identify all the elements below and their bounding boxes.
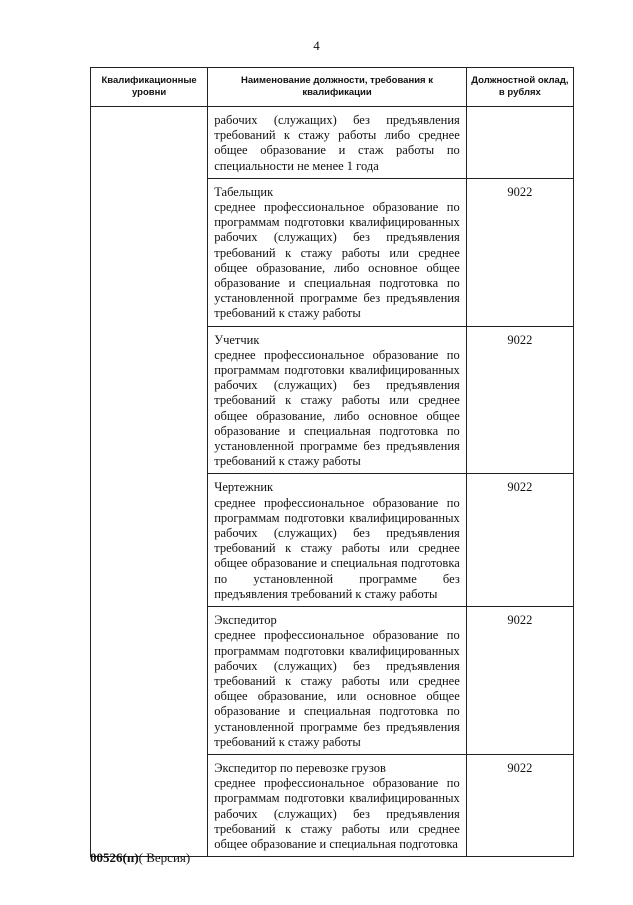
header-description: Наименование должности, требования к квалификации (208, 68, 467, 107)
table-row (91, 107, 574, 179)
position-description (208, 326, 467, 474)
position-requirements: среднее профессиональное образование по программам подготовки квалифицированных рабочих (служащих) без предъявления требований к стажу работы или среднее общее образование, или основное общее образование и специальная подготовка по установленной программе без предъявления требований к стажу работы (214, 628, 460, 749)
qualification-level-cell (91, 107, 208, 857)
document-code: 00526(п) (90, 850, 139, 865)
position-description (208, 607, 467, 755)
position-title: Чертежник (214, 480, 274, 495)
salary-cell-empty (466, 107, 573, 179)
continuation-text: рабочих (служащих) без предъявления требований к стажу работы либо среднее общее образование и стаж работы по специальности не менее 1 года (208, 107, 467, 179)
table-header-row (91, 68, 574, 107)
salary-value: 9022 (466, 754, 573, 856)
qualification-table (90, 67, 574, 857)
salary-value: 9022 (466, 326, 573, 474)
page-number: 4 (313, 38, 320, 53)
document-footer (90, 850, 190, 866)
salary-value: 9022 (466, 607, 573, 755)
position-description (208, 178, 467, 326)
header-level: Квалификационные уровни (91, 68, 208, 107)
position-requirements: среднее профессиональное образование по программам подготовки квалифицированных рабочих (служащих) без предъявления требований к стажу работы или среднее общее образование и специальная подготовка по установленной программе без предъявления требований к стажу работы (214, 495, 460, 601)
position-description (208, 754, 467, 856)
document-version: ( Версия) (138, 850, 191, 865)
position-title: Экспедитор (214, 613, 277, 628)
position-requirements: среднее профессиональное образование по программам подготовки квалифицированных рабочих (служащих) без предъявления требований к стажу работы или среднее общее образование, либо основное общее образование и специальная подготовка по установленной программе без предъявления требований к стажу работы (214, 347, 460, 469)
header-salary: Должностной оклад, в рублях (466, 68, 573, 107)
position-requirements: среднее профессиональное образование по программам подготовки квалифицированных рабочих (служащих) без предъявления требований к стажу работы или среднее общее образование и специальная подготовка (214, 776, 460, 851)
position-description (208, 474, 467, 607)
position-title: Табельщик (214, 184, 274, 199)
position-requirements: среднее профессиональное образование по программам подготовки квалифицированных рабочих (служащих) без предъявления требований к стажу работы или среднее общее образование, либо основное общее образование и специальная подготовка по установленной программе без предъявления требований к стажу работы (214, 200, 460, 321)
position-title: Экспедитор по перевозке грузов (214, 760, 386, 775)
salary-value: 9022 (466, 178, 573, 326)
position-title: Учетчик (214, 332, 260, 347)
salary-value: 9022 (466, 474, 573, 607)
